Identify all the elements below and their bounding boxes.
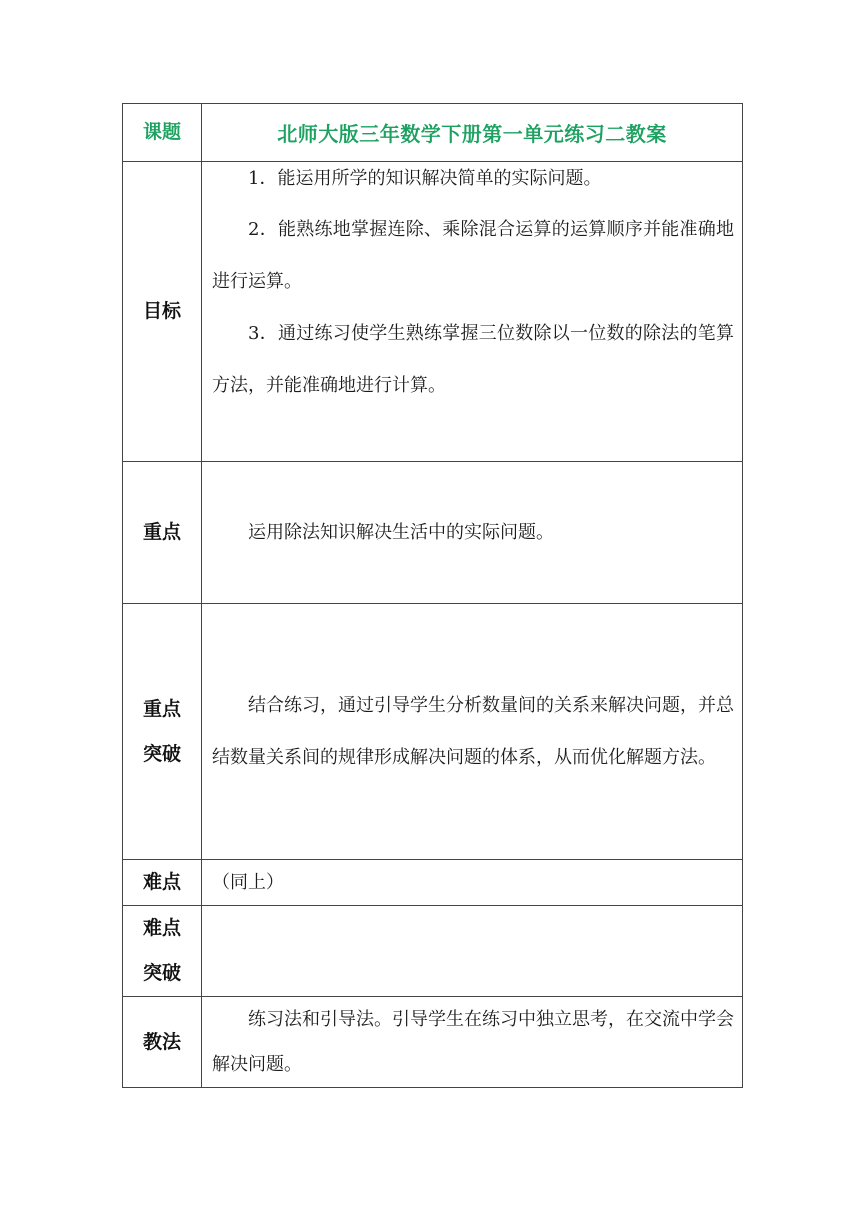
goal-item-2: 2．能熟练地掌握连除、乘除混合运算的运算顺序并能准确地进行运算。 [212, 219, 734, 292]
cell-difficulty-label [123, 860, 202, 906]
title-label: 课题 [142, 121, 181, 143]
key-break-label-line1: 重点 [142, 697, 181, 720]
cell-title [202, 104, 743, 162]
difficulty-content [202, 863, 742, 903]
difficulty-break-label-line2: 突破 [142, 962, 181, 984]
cell-goal [202, 162, 743, 462]
lesson-title: 北师大版三年数学下册第一单元练习二教案 [277, 122, 667, 146]
cell-key-label [123, 462, 202, 604]
goal-item-3: 3．通过练习使学生熟练掌握三位数除以一位数的除法的笔算方法，并能准确地进行计算。 [212, 323, 734, 396]
difficulty-text: （同上） [212, 871, 284, 893]
cell-difficulty [202, 860, 743, 906]
lesson-plan-table [122, 103, 743, 1088]
cell-key-break-label [123, 604, 202, 860]
key-content [202, 507, 742, 559]
row-key-break [123, 604, 743, 860]
goal-label: 目标 [142, 300, 181, 322]
row-title [123, 104, 743, 162]
cell-method [202, 997, 743, 1088]
cell-goal-label [123, 162, 202, 462]
difficulty-break-label-line1: 难点 [142, 917, 181, 939]
method-content [202, 997, 742, 1087]
row-method [123, 997, 743, 1088]
key-break-label-line2: 突破 [142, 742, 181, 765]
cell-method-label [123, 997, 202, 1088]
method-text: 练习法和引导法。引导学生在练习中独立思考，在交流中学会解决问题。 [212, 1009, 734, 1075]
cell-key [202, 462, 743, 604]
key-break-text: 结合练习，通过引导学生分析数量间的关系来解决问题，并总结数量关系间的规律形成解决问题的体系，从而优化解题方法。 [212, 694, 734, 768]
goal-content [202, 164, 742, 412]
key-break-content [202, 680, 742, 784]
cell-title-label [123, 104, 202, 162]
goal-item-1: 1．能运用所学的知识解决简单的实际问题。 [248, 168, 602, 189]
row-difficulty-break [123, 906, 743, 997]
row-goal [123, 162, 743, 462]
row-difficulty [123, 860, 743, 906]
cell-key-break [202, 604, 743, 860]
key-text: 运用除法知识解决生活中的实际问题。 [248, 521, 554, 543]
cell-difficulty-break [202, 906, 743, 997]
key-label: 重点 [142, 521, 181, 543]
difficulty-label: 难点 [142, 871, 181, 893]
row-key [123, 462, 743, 604]
method-label: 教法 [142, 1030, 181, 1053]
cell-difficulty-break-label [123, 906, 202, 997]
